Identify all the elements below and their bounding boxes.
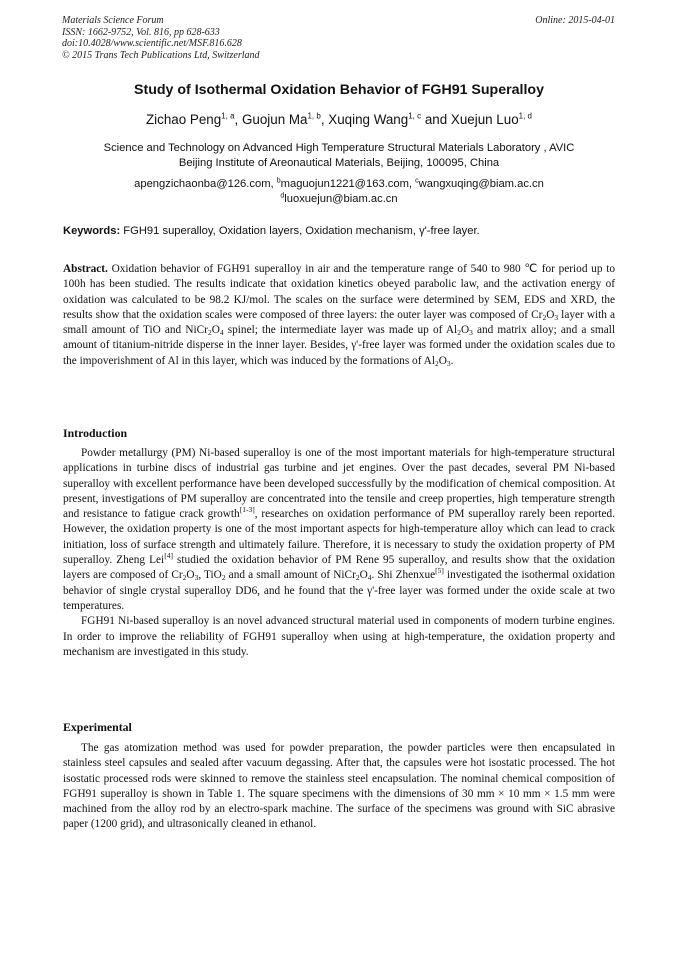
paragraph: The gas atomization method was used for powder preparation, the powder particles were then encapsulated in stainless steel capsules and sealed after vacuum degassing. After that, the capsules were hot isostatic processed. The hot isostatic processed rods were skinned to remove the stainless steel encapsulation. The nominal chemical composition of FGH91 superalloy is shown in Table 1. The square specimens with the dimensions of 30 mm × 10 mm × 1.5 mm were machined from the alloy rod by an electro-spark machine. The surface of the specimens was ground with SiC abrasive paper (1200 grid), and ultrasonically cleaned in ethanol.: [63, 742, 615, 831]
subscript: 2: [182, 573, 187, 583]
affiliation-line: Science and Technology on Advanced High Temperature Structural Materials Laboratory , AVIC: [103, 142, 575, 154]
online-date: Online: 2015-04-01: [535, 15, 615, 26]
introduction-body: [63, 446, 615, 660]
paragraph-text: , TiO: [198, 569, 222, 582]
email-mark: d: [280, 192, 285, 200]
email-link[interactable]: apengzichaonba@126.com,: [134, 178, 277, 190]
keywords: [63, 225, 623, 237]
abstract-text: Oxidation behavior of FGH91 superalloy in air and the temperature range of 540 to 980 ℃ for period up to 100h has been studied. The results indicate that oxidation kinetics obeyed parabolic law, and the activation energy of oxidation was calculated to be 98.2 KJ/mol. The scales on the surface were determined by SEM, EDS and XRD, the results show that the oxidation scales were composed of three layers: the outer layer was composed of Cr: [63, 263, 615, 321]
paragraph-text: , researches on oxidation performance of PM superalloy rarely been reported. However, the oxidation property is one of the most important aspects for high-temperature alloy which can lead to crack initiation, loss of surface strength and ultimately failure. Therefore, it is necessary to study the oxidation property of PM superalloy. Zheng Lei: [63, 508, 615, 567]
abstract-text: O: [211, 324, 220, 337]
subscript: 2: [457, 328, 461, 338]
paragraph-text: investigated the isothermal oxidation behavior of single crystal superalloy DD6, and he found that the γ'-free layer was formed under the oxide scale at two temperatures.: [63, 569, 615, 612]
author-separator: ,: [234, 112, 242, 127]
author-name: Xuqing Wang: [328, 112, 409, 127]
paragraph-text: O: [359, 569, 368, 582]
author-affil-mark: 1, b: [307, 111, 321, 121]
email-link[interactable]: wangxuqing@biam.ac.cn: [418, 178, 544, 190]
abstract-text: layer with a small amount of TiO and NiCr: [63, 308, 615, 337]
abstract-text: and matrix alloy; and a small amount of titanium-nitride disperse in the inner layer. Besides, γ'-free layer was formed under the oxidation scales due to the impoverishment of Al in this layer, which was induced by the formations of Al: [63, 324, 615, 367]
author-affil-mark: 1, d: [518, 111, 532, 121]
subscript: 2: [207, 328, 212, 338]
author-affil-mark: 1, c: [408, 111, 422, 121]
author-name: Xuejun Luo: [450, 112, 519, 127]
author-affil-mark: 1, a: [221, 111, 235, 121]
experimental-body: [63, 741, 615, 833]
author-name: Guojun Ma: [241, 112, 308, 127]
paragraph: FGH91 Ni-based superalloy is an novel advanced structural material used in components of modern turbine engines. In order to improve the reliability of FGH91 superalloy when using at high-temperature, the oxidation property and mechanism are investigated in this study.: [63, 615, 615, 658]
paper-title: Study of Isothermal Oxidation Behavior of FGH91 Superalloy: [134, 82, 544, 98]
journal-meta: [62, 15, 260, 61]
subscript: 2: [221, 573, 226, 583]
subscript: 3: [194, 573, 199, 583]
author-separator: ,: [320, 112, 329, 127]
subscript: 3: [469, 328, 473, 338]
paragraph: [63, 446, 615, 614]
abstract-text: O: [438, 354, 447, 367]
paragraph-text: studied the oxidation behavior of PM Rene 95 superalloy, and results show that the oxidation layers are composed of Cr: [63, 554, 615, 582]
subscript: 4: [219, 328, 224, 338]
keywords-label: Keywords:: [63, 225, 121, 237]
section-heading-introduction: Introduction: [63, 426, 128, 440]
subscript: 2: [542, 312, 547, 322]
author-name: Zichao Peng: [145, 112, 222, 127]
keywords-text: FGH91 superalloy, Oxidation layers, Oxidation mechanism, γ'-free layer.: [120, 225, 480, 237]
subscript: 4: [367, 573, 372, 583]
abstract-text: O: [460, 324, 470, 337]
paragraph-text: Powder metallurgy (PM) Ni-based superalloy is one of the most important materials for high-temperature structural applications in turbine discs of industrial gas turbine and jet engines. Over the past decades, several PM Ni-based superalloy with excellent performance have been developed successfully by the modification of chemical composition. At present, investigations of PM superalloy are concentrated into the tensile and creep properties, high temperature strength and resistance to fatigue crack growth: [63, 447, 615, 521]
subscript: 2: [355, 573, 360, 583]
abstract-text: O: [546, 308, 555, 321]
email-mark: c: [415, 177, 419, 185]
subscript: 3: [554, 312, 559, 322]
email-mark: b: [276, 177, 281, 185]
author-list: [0, 112, 678, 127]
section-heading-experimental: Experimental: [63, 720, 132, 734]
paragraph-text: and a small amount of NiCr: [225, 569, 356, 582]
citation[interactable]: [1-3]: [239, 505, 255, 515]
author-separator: and: [421, 112, 451, 127]
affiliation: [0, 141, 678, 171]
abstract-text: spinel; the intermediate layer was made up of Al: [223, 324, 458, 337]
abstract: [63, 262, 615, 369]
paragraph-text: O: [186, 569, 195, 582]
abstract-label: Abstract.: [63, 263, 108, 275]
subscript: 3: [446, 358, 451, 368]
subscript: 2: [434, 358, 439, 368]
journal-name: Materials Science Forum: [62, 15, 164, 26]
journal-copyright: © 2015 Trans Tech Publications Ltd, Switzerland: [62, 49, 260, 61]
email-link[interactable]: luoxuejun@biam.ac.cn: [284, 193, 398, 205]
journal-doi: doi:10.4028/www.scientific.net/MSF.816.628: [62, 38, 242, 49]
citation[interactable]: [4]: [164, 551, 173, 561]
paragraph-text: . Shi Zhenxue: [371, 569, 436, 582]
abstract-text: .: [450, 354, 454, 367]
email-link[interactable]: maguojun1221@163.com,: [280, 178, 416, 190]
citation[interactable]: [5]: [435, 566, 444, 576]
author-emails: [0, 177, 678, 207]
affiliation-line: Beijing Institute of Areonautical Materials, Beijing, 100095, China: [178, 157, 500, 169]
journal-issn: ISSN: 1662-9752, Vol. 816, pp 628-633: [62, 26, 220, 38]
